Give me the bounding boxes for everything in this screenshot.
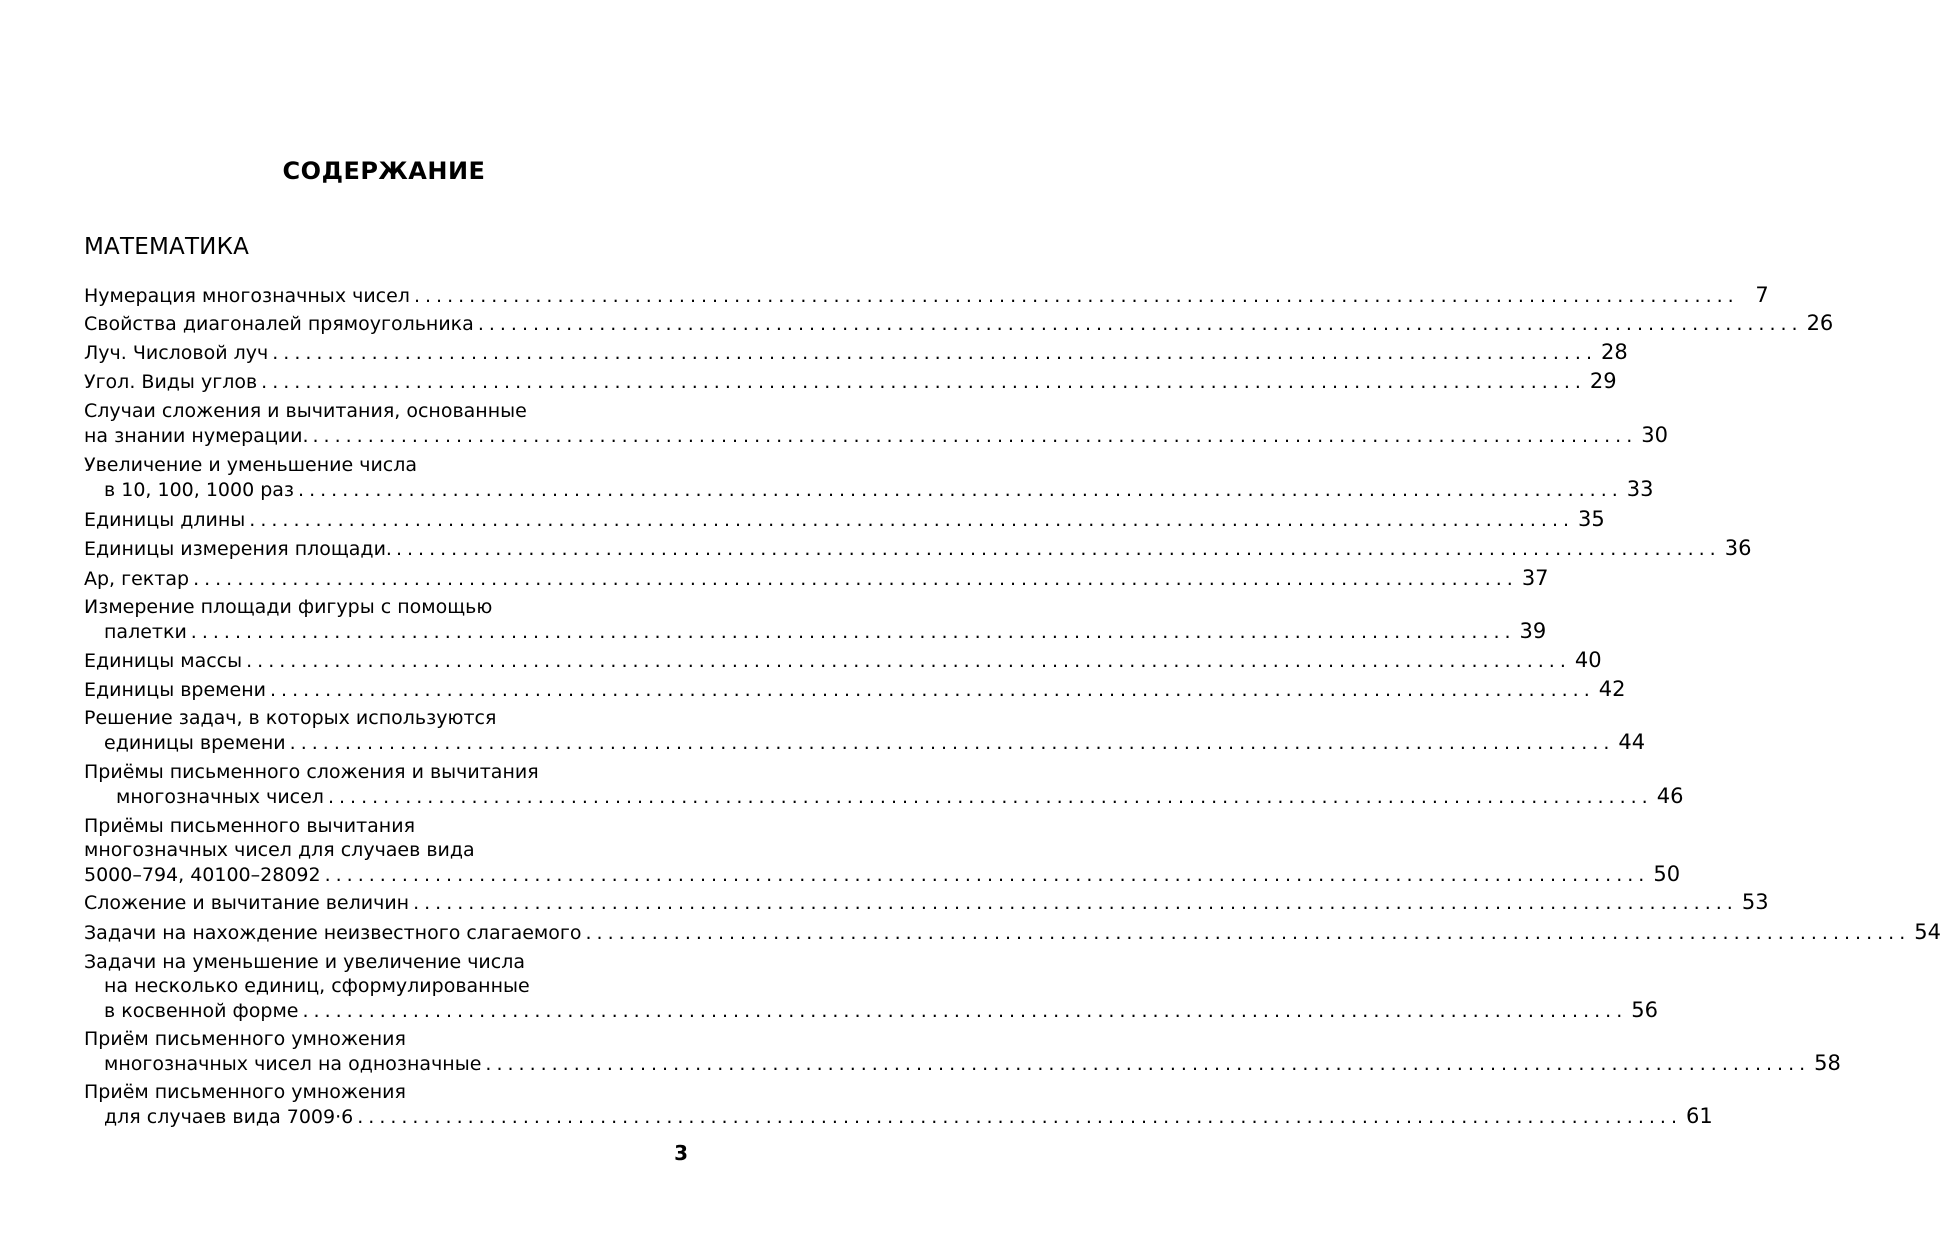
toc-page-number: 61	[1685, 1104, 1713, 1128]
dot-leader: ........................................................................................................................	[413, 285, 1739, 307]
toc-page-number: 42	[1598, 677, 1626, 701]
toc-entry-text: многозначных чисел	[116, 786, 324, 808]
toc-line	[84, 890, 1769, 914]
toc-line	[84, 920, 1941, 944]
toc-line	[84, 369, 1617, 393]
dot-leader: ........................................................................................................................	[585, 922, 1911, 944]
dot-leader: ........................................................................................................................	[324, 864, 1650, 886]
toc-entry-text: Ар, гектар	[84, 568, 190, 590]
toc-page-number: 58	[1814, 1051, 1841, 1075]
toc-line	[104, 619, 1547, 643]
toc-page-number: 46	[1656, 784, 1684, 808]
dot-leader: ........................................................................................................................	[302, 1000, 1628, 1022]
toc-line	[84, 1080, 652, 1104]
toc-line	[84, 862, 1681, 886]
dot-leader: ........................................................................................................................	[261, 371, 1586, 393]
toc-entry-text: для случаев вида 7009·6	[104, 1106, 354, 1128]
toc-entry-text: многозначных чисел для случаев вида	[84, 839, 475, 861]
toc-line	[84, 838, 652, 862]
toc-entry-text: Угол. Виды углов	[84, 371, 258, 393]
toc-page-number: 7	[1755, 283, 1769, 307]
toc-entry-text: Нумерация многозначных чисел	[84, 285, 410, 307]
section-title: МАТЕМАТИКА	[84, 234, 250, 260]
toc-line	[84, 814, 652, 838]
toc-page-number: 28	[1601, 340, 1628, 364]
toc-entry-text: Измерение площади фигуры с помощью	[84, 596, 493, 618]
toc-line	[104, 477, 1654, 501]
toc-line	[84, 706, 652, 730]
toc-line	[84, 677, 1626, 701]
toc-page-number: 40	[1574, 648, 1602, 672]
toc-line	[104, 1104, 1713, 1128]
toc-line	[104, 998, 1658, 1022]
toc-line	[84, 340, 1628, 364]
toc-page-number: 54	[1914, 920, 1941, 944]
toc-page-number: 53	[1741, 890, 1769, 914]
dot-leader: ........................................................................................................................	[193, 568, 1518, 590]
toc-entry-text: Задачи на уменьшение и увеличение числа	[84, 951, 526, 973]
toc-entry-text: палетки	[104, 621, 187, 643]
toc-entry-text: на несколько единиц, сформулированные	[104, 975, 530, 997]
toc-entry-text: Единицы времени	[84, 679, 266, 701]
dot-leader: ........................................................................................................................	[298, 479, 1623, 501]
toc-entry-text: на знании нумерации.	[84, 425, 309, 447]
toc-entry-text: многозначных чисел на однозначные	[104, 1053, 482, 1075]
toc-entry-text: Сложение и вычитание величин	[84, 892, 410, 914]
toc-entry-text: Свойства диагоналей прямоугольника	[84, 313, 474, 335]
toc-line	[84, 648, 1602, 672]
toc-line	[84, 423, 1668, 447]
toc-entry-text: в 10, 100, 1000 раз	[104, 479, 295, 501]
toc-line	[104, 1051, 1841, 1075]
dot-leader: ........................................................................................................................	[312, 425, 1638, 447]
toc-page-number: 30	[1641, 423, 1668, 447]
dot-leader: ........................................................................................................................	[190, 621, 1516, 643]
toc-page-number: 33	[1626, 477, 1654, 501]
toc-line	[84, 536, 1752, 560]
toc-page-number: 36	[1724, 536, 1752, 560]
dot-leader: ........................................................................................................................	[272, 342, 1597, 364]
toc-entry-text: Приёмы письменного вычитания	[84, 815, 415, 837]
toc-line	[84, 1027, 652, 1051]
toc-line	[84, 595, 652, 619]
toc-line	[104, 974, 652, 998]
toc-entry-text: Приёмы письменного сложения и вычитания	[84, 761, 539, 783]
dot-leader: ........................................................................................................................	[477, 313, 1803, 335]
toc-entry-text: единицы времени	[104, 732, 286, 754]
dot-leader: ........................................................................................................................	[485, 1053, 1811, 1075]
toc-entry-text: Приём письменного умножения	[84, 1081, 406, 1103]
toc-line	[84, 283, 1769, 307]
toc-line	[84, 311, 1834, 335]
dot-leader: ........................................................................................................................	[327, 786, 1653, 808]
toc-entry-text: Решение задач, в которых используются	[84, 707, 497, 729]
toc-page-number: 26	[1806, 311, 1834, 335]
toc-page-number: 39	[1519, 619, 1547, 643]
dot-leader: ........................................................................................................................	[395, 538, 1721, 560]
toc-entry-text: Задачи на нахождение неизвестного слагаемого	[84, 922, 582, 944]
toc-line	[84, 760, 652, 784]
toc-entry-text: Единицы длины	[84, 509, 246, 531]
toc-entry-text: Луч. Числовой луч	[84, 342, 269, 364]
toc-line	[104, 730, 1646, 754]
dot-leader: ........................................................................................................................	[249, 509, 1575, 531]
toc-entry-text: 5000–794, 40100–28092	[84, 864, 321, 886]
toc-line	[84, 399, 652, 423]
toc-page-number: 37	[1521, 566, 1549, 590]
dot-leader: ........................................................................................................................	[246, 650, 1571, 672]
dot-leader: ........................................................................................................................	[413, 892, 1738, 914]
dot-leader: ........................................................................................................................	[269, 679, 1595, 701]
toc-entry-text: Увеличение и уменьшение числа	[84, 454, 418, 476]
toc-line	[84, 950, 652, 974]
toc-entry-text: Единицы массы	[84, 650, 243, 672]
toc-page-number: 29	[1589, 369, 1617, 393]
toc-line	[84, 453, 652, 477]
toc-heading: СОДЕРЖАНИЕ	[282, 157, 486, 185]
toc-page-number: 56	[1631, 998, 1658, 1022]
toc-line	[84, 507, 1605, 531]
dot-leader: ........................................................................................................................	[289, 732, 1615, 754]
toc-entry-text: Случаи сложения и вычитания, основанные	[84, 400, 527, 422]
toc-page-number: 50	[1653, 862, 1681, 886]
toc-entry-text: Приём письменного умножения	[84, 1028, 406, 1050]
page-number: 3	[674, 1141, 688, 1165]
toc-page-number: 44	[1618, 730, 1646, 754]
toc-entry-text: в косвенной форме	[104, 1000, 299, 1022]
toc-entry-text: Единицы измерения площади.	[84, 538, 392, 560]
toc-line	[116, 784, 1684, 808]
toc-line	[84, 566, 1549, 590]
toc-page-number: 35	[1578, 507, 1605, 531]
dot-leader: ........................................................................................................................	[357, 1106, 1682, 1128]
